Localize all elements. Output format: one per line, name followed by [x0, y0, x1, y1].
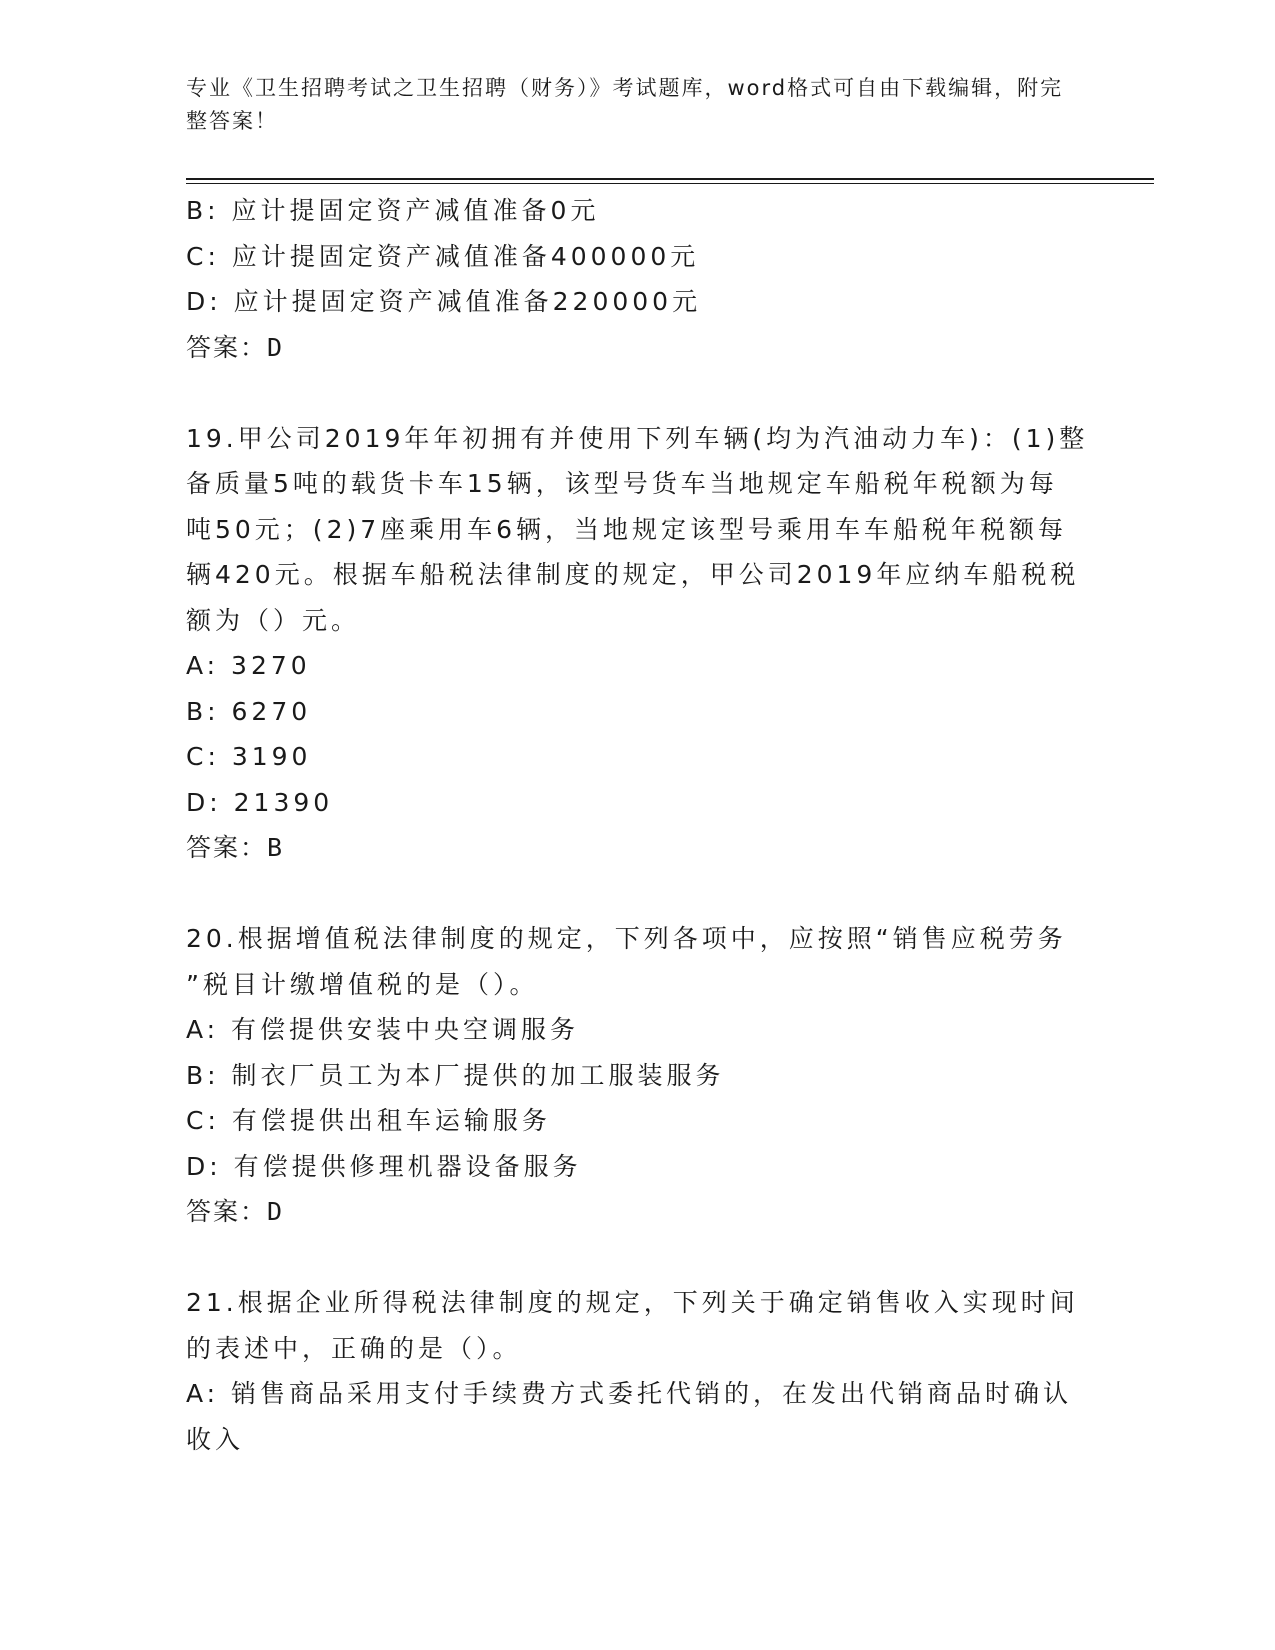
option-label: D: — [186, 287, 222, 316]
option-label: C: — [186, 241, 220, 271]
question-text-line: 19.甲公司2019年年初拥有并使用下列车辆(均为汽油动力车)：(1)整 — [186, 423, 1089, 453]
question-text-line: 辆420元。根据车船税法律制度的规定，甲公司2019年应纳车船税税 — [186, 560, 1080, 589]
answer-value: D — [267, 1197, 283, 1226]
question-18-tail — [186, 188, 1086, 370]
option-text: 21390 — [233, 787, 334, 817]
option-label: D: — [186, 1151, 222, 1181]
option-label: A: — [186, 1379, 220, 1408]
option-text: 3190 — [231, 742, 312, 771]
question-text-line: 备质量5吨的载货卡车15辆，该型号货车当地规定车船税年税额为每 — [186, 469, 1058, 498]
option-a — [186, 1007, 1086, 1053]
spacer — [186, 1235, 1086, 1281]
question-text-line: 20.根据增值税法律制度的规定，下列各项中，应按照“销售应税劳务 — [186, 924, 1067, 953]
header-rule — [186, 178, 1154, 180]
question-text-line: 额为（）元。 — [186, 605, 361, 635]
option-a — [186, 1371, 1086, 1417]
option-text: 有偿提供修理机器设备服务 — [233, 1151, 582, 1181]
option-b — [186, 1053, 1086, 1099]
question-21 — [186, 1280, 1086, 1462]
option-b — [186, 188, 1086, 234]
answer — [186, 325, 1086, 371]
option-c — [186, 734, 1086, 780]
option-label: B: — [186, 196, 220, 225]
option-text: 应计提固定资产减值准备400000元 — [231, 241, 700, 271]
question-text-line: 吨50元；(2)7座乘用车6辆，当地规定该型号乘用车车船税年税额每 — [186, 514, 1068, 544]
option-label: C: — [186, 1106, 220, 1135]
answer-value: D — [267, 332, 283, 362]
option-text: 6270 — [231, 696, 312, 726]
answer-label: 答案： — [186, 833, 268, 862]
option-d — [186, 780, 1086, 826]
option-label: D: — [186, 787, 222, 817]
question-text-line: 21.根据企业所得税法律制度的规定，下列关于确定销售收入实现时间 — [186, 1288, 1079, 1317]
question-text-line: ”税目计缴增值税的是（）。 — [186, 969, 539, 999]
question-19 — [186, 416, 1089, 871]
option-continuation — [186, 1417, 1086, 1463]
option-a — [186, 643, 1086, 689]
option-d — [186, 1144, 1086, 1190]
option-c — [186, 234, 1086, 280]
option-label: A: — [186, 1015, 220, 1044]
option-text: 应计提固定资产减值准备220000元 — [233, 287, 702, 316]
option-text: 有偿提供安装中央空调服务 — [231, 1015, 580, 1044]
option-text: 销售商品采用支付手续费方式委托代销的，在发出代销商品时确认 — [231, 1379, 1073, 1408]
option-label: A: — [186, 651, 220, 680]
document-header — [186, 72, 1076, 138]
answer — [186, 825, 1086, 871]
option-text: 收入 — [186, 1424, 245, 1454]
spacer — [186, 370, 1086, 416]
option-b — [186, 689, 1086, 735]
document-body — [186, 188, 1089, 1462]
option-label: B: — [186, 1060, 220, 1090]
question-text-line: 的表述中，正确的是（）。 — [186, 1333, 522, 1363]
header-rule-thin — [186, 183, 1154, 184]
option-text: 有偿提供出租车运输服务 — [231, 1106, 551, 1135]
answer-label: 答案： — [186, 1197, 268, 1226]
answer — [186, 1189, 1086, 1235]
option-d — [186, 279, 1086, 325]
option-text: 应计提固定资产减值准备0元 — [231, 196, 600, 225]
answer-value: B — [267, 833, 283, 862]
option-label: C: — [186, 742, 220, 771]
answer-label: 答案： — [186, 332, 268, 362]
spacer — [186, 871, 1086, 917]
question-20 — [186, 916, 1086, 1235]
option-text: 制衣厂员工为本厂提供的加工服装服务 — [231, 1060, 725, 1090]
option-c — [186, 1098, 1086, 1144]
option-text: 3270 — [231, 651, 311, 680]
option-label: B: — [186, 696, 220, 726]
header-title: 专业《卫生招聘考试之卫生招聘（财务）》考试题库，word格式可自由下载编辑，附完整答案！ — [186, 76, 1064, 133]
